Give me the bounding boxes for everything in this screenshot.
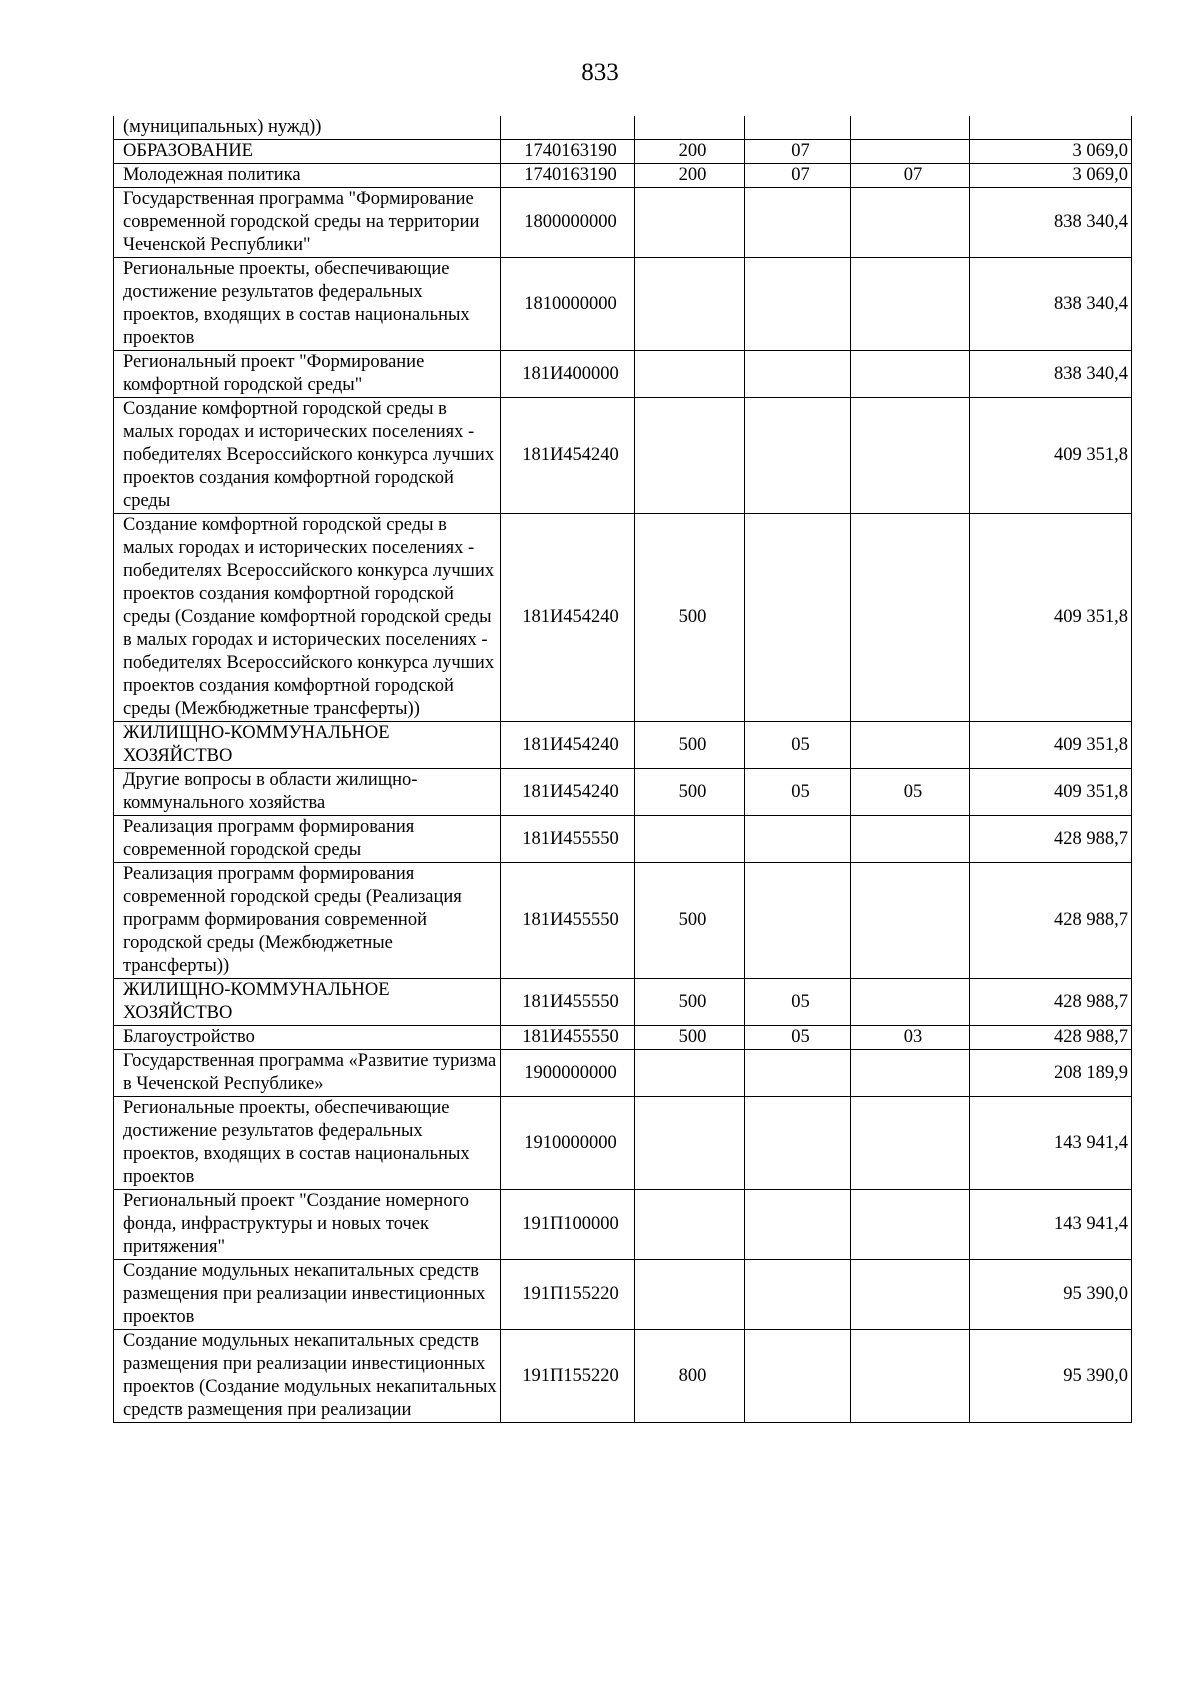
cell-subsection xyxy=(851,1330,970,1423)
table-row xyxy=(114,863,1132,979)
cell-amount: 409 351,8 xyxy=(970,398,1132,514)
cell-subsection xyxy=(851,863,970,979)
cell-subsection xyxy=(851,979,970,1026)
cell-expense-type: 500 xyxy=(635,1026,745,1050)
cell-name: Реализация программ формирования современной городской среды xyxy=(114,816,501,863)
cell-amount: 838 340,4 xyxy=(970,258,1132,351)
cell-name: ЖИЛИЩНО-КОММУНАЛЬНОЕ ХОЗЯЙСТВО xyxy=(114,722,501,769)
cell-subsection xyxy=(851,816,970,863)
table-row xyxy=(114,116,1132,140)
cell-expense-type xyxy=(635,1097,745,1190)
table-row xyxy=(114,1026,1132,1050)
cell-section xyxy=(745,1050,851,1097)
cell-target-code: 181И454240 xyxy=(501,722,635,769)
cell-expense-type xyxy=(635,1260,745,1330)
cell-subsection xyxy=(851,258,970,351)
cell-subsection: 07 xyxy=(851,164,970,188)
cell-amount: 143 941,4 xyxy=(970,1190,1132,1260)
table-row xyxy=(114,398,1132,514)
cell-amount: 95 390,0 xyxy=(970,1260,1132,1330)
cell-target-code xyxy=(501,116,635,140)
cell-section xyxy=(745,1260,851,1330)
cell-amount: 428 988,7 xyxy=(970,816,1132,863)
cell-name: Региональные проекты, обеспечивающие достижение результатов федеральных проектов, входящих в состав национальных проектов xyxy=(114,1097,501,1190)
cell-section xyxy=(745,398,851,514)
cell-section: 05 xyxy=(745,722,851,769)
cell-target-code: 191П100000 xyxy=(501,1190,635,1260)
table-row xyxy=(114,769,1132,816)
cell-section xyxy=(745,863,851,979)
cell-target-code: 181И454240 xyxy=(501,514,635,722)
table-row xyxy=(114,1050,1132,1097)
cell-amount: 428 988,7 xyxy=(970,1026,1132,1050)
cell-expense-type xyxy=(635,398,745,514)
cell-name: Региональные проекты, обеспечивающие достижение результатов федеральных проектов, входящих в состав национальных проектов xyxy=(114,258,501,351)
cell-section: 07 xyxy=(745,140,851,164)
table-row xyxy=(114,722,1132,769)
cell-section xyxy=(745,816,851,863)
budget-table xyxy=(113,116,1132,1423)
cell-name: Создание модульных некапитальных средств размещения при реализации инвестиционных проектов xyxy=(114,1260,501,1330)
cell-subsection xyxy=(851,722,970,769)
cell-subsection xyxy=(851,514,970,722)
cell-amount: 409 351,8 xyxy=(970,722,1132,769)
cell-section xyxy=(745,351,851,398)
cell-target-code: 1740163190 xyxy=(501,164,635,188)
cell-amount: 838 340,4 xyxy=(970,351,1132,398)
cell-subsection xyxy=(851,351,970,398)
cell-subsection xyxy=(851,1260,970,1330)
table-row xyxy=(114,1260,1132,1330)
cell-expense-type: 800 xyxy=(635,1330,745,1423)
cell-subsection xyxy=(851,140,970,164)
cell-expense-type: 500 xyxy=(635,863,745,979)
cell-subsection xyxy=(851,1097,970,1190)
cell-section xyxy=(745,514,851,722)
cell-target-code: 181И455550 xyxy=(501,1026,635,1050)
cell-subsection xyxy=(851,116,970,140)
cell-target-code: 181И400000 xyxy=(501,351,635,398)
cell-expense-type xyxy=(635,258,745,351)
cell-target-code: 1740163190 xyxy=(501,140,635,164)
cell-section xyxy=(745,116,851,140)
cell-name: ОБРАЗОВАНИЕ xyxy=(114,140,501,164)
table-row xyxy=(114,188,1132,258)
cell-subsection xyxy=(851,1050,970,1097)
cell-expense-type xyxy=(635,1190,745,1260)
cell-subsection: 03 xyxy=(851,1026,970,1050)
cell-name: (муниципальных) нужд)) xyxy=(114,116,501,140)
cell-name: Государственная программа "Формирование современной городской среды на территории Чеченской Республики" xyxy=(114,188,501,258)
table-row xyxy=(114,1190,1132,1260)
cell-section: 07 xyxy=(745,164,851,188)
cell-expense-type xyxy=(635,188,745,258)
cell-amount: 428 988,7 xyxy=(970,979,1132,1026)
cell-section xyxy=(745,1190,851,1260)
cell-amount xyxy=(970,116,1132,140)
table-row xyxy=(114,1330,1132,1423)
cell-section xyxy=(745,1097,851,1190)
cell-section xyxy=(745,1330,851,1423)
table-row xyxy=(114,979,1132,1026)
cell-amount: 143 941,4 xyxy=(970,1097,1132,1190)
cell-target-code: 191П155220 xyxy=(501,1330,635,1423)
cell-expense-type xyxy=(635,351,745,398)
cell-expense-type xyxy=(635,816,745,863)
cell-name: Молодежная политика xyxy=(114,164,501,188)
cell-target-code: 1810000000 xyxy=(501,258,635,351)
table-row xyxy=(114,514,1132,722)
cell-amount: 428 988,7 xyxy=(970,863,1132,979)
table-row xyxy=(114,258,1132,351)
page-number: 833 xyxy=(581,59,619,86)
table-row xyxy=(114,1097,1132,1190)
cell-amount: 409 351,8 xyxy=(970,514,1132,722)
cell-target-code: 1900000000 xyxy=(501,1050,635,1097)
cell-subsection xyxy=(851,1190,970,1260)
cell-section: 05 xyxy=(745,769,851,816)
cell-expense-type: 500 xyxy=(635,979,745,1026)
table-row xyxy=(114,140,1132,164)
cell-target-code: 1910000000 xyxy=(501,1097,635,1190)
cell-expense-type: 200 xyxy=(635,164,745,188)
table-row xyxy=(114,164,1132,188)
cell-name: Другие вопросы в области жилищно-коммунального хозяйства xyxy=(114,769,501,816)
cell-subsection xyxy=(851,398,970,514)
cell-expense-type: 500 xyxy=(635,722,745,769)
cell-name: Региональный проект "Формирование комфортной городской среды" xyxy=(114,351,501,398)
cell-target-code: 191П155220 xyxy=(501,1260,635,1330)
cell-amount: 838 340,4 xyxy=(970,188,1132,258)
cell-name: Реализация программ формирования современной городской среды (Реализация программ формирования современной городской среды (Межбюджетные трансферты)) xyxy=(114,863,501,979)
cell-expense-type xyxy=(635,116,745,140)
cell-target-code: 181И454240 xyxy=(501,398,635,514)
cell-target-code: 181И455550 xyxy=(501,863,635,979)
cell-name: Региональный проект "Создание номерного фонда, инфраструктуры и новых точек притяжения" xyxy=(114,1190,501,1260)
cell-expense-type xyxy=(635,1050,745,1097)
cell-target-code: 181И455550 xyxy=(501,816,635,863)
cell-name: ЖИЛИЩНО-КОММУНАЛЬНОЕ ХОЗЯЙСТВО xyxy=(114,979,501,1026)
cell-name: Создание комфортной городской среды в малых городах и исторических поселениях - победителях Всероссийского конкурса лучших проектов создания комфортной городской среды (Создание комфортной городской среды в малых городах и исторических поселениях - победителях Всероссийского конкурса лучших проектов создания комфортной городской среды (Межбюджетные трансферты)) xyxy=(114,514,501,722)
cell-section xyxy=(745,188,851,258)
cell-expense-type: 200 xyxy=(635,140,745,164)
cell-name: Создание комфортной городской среды в малых городах и исторических поселениях - победителях Всероссийского конкурса лучших проектов создания комфортной городской среды xyxy=(114,398,501,514)
cell-target-code: 181И454240 xyxy=(501,769,635,816)
cell-section: 05 xyxy=(745,1026,851,1050)
cell-name: Государственная программа «Развитие туризма в Чеченской Республике» xyxy=(114,1050,501,1097)
cell-name: Благоустройство xyxy=(114,1026,501,1050)
cell-subsection xyxy=(851,188,970,258)
cell-expense-type: 500 xyxy=(635,769,745,816)
cell-amount: 208 189,9 xyxy=(970,1050,1132,1097)
cell-target-code: 1800000000 xyxy=(501,188,635,258)
cell-subsection: 05 xyxy=(851,769,970,816)
cell-section: 05 xyxy=(745,979,851,1026)
cell-section xyxy=(745,258,851,351)
cell-amount: 409 351,8 xyxy=(970,769,1132,816)
cell-amount: 3 069,0 xyxy=(970,140,1132,164)
cell-name: Создание модульных некапитальных средств размещения при реализации инвестиционных проектов (Создание модульных некапитальных средств размещения при реализации xyxy=(114,1330,501,1423)
cell-amount: 3 069,0 xyxy=(970,164,1132,188)
cell-amount: 95 390,0 xyxy=(970,1330,1132,1423)
cell-target-code: 181И455550 xyxy=(501,979,635,1026)
table-row xyxy=(114,816,1132,863)
cell-expense-type: 500 xyxy=(635,514,745,722)
table-row xyxy=(114,351,1132,398)
table-body xyxy=(114,116,1132,1423)
